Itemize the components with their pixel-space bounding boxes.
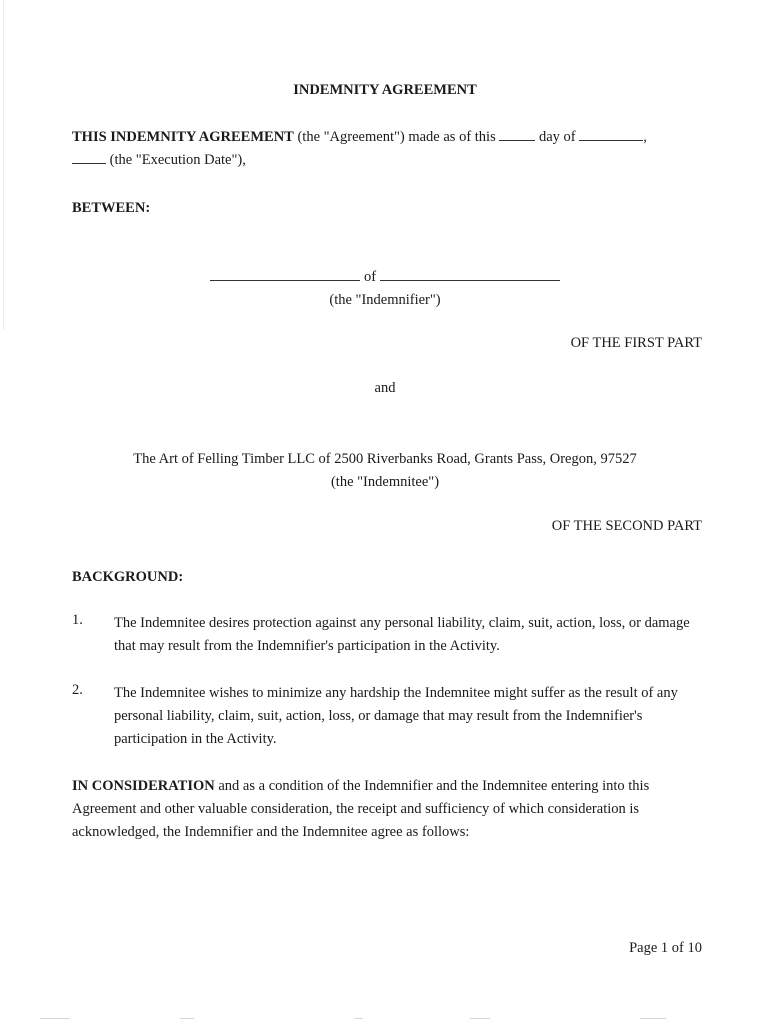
consideration-bold-lead: IN CONSIDERATION (72, 778, 215, 794)
indemnifier-of-word: of (360, 269, 380, 285)
year-blank (72, 151, 106, 164)
month-blank (579, 128, 643, 141)
between-heading: BETWEEN: (72, 200, 151, 216)
and-word: and (374, 380, 396, 396)
intro-text-1: (the "Agreement") made as of this (293, 129, 500, 145)
background-item-number: 1. (72, 612, 83, 628)
intro-bold-lead: THIS INDEMNITY AGREEMENT (72, 129, 294, 145)
background-item-number: 2. (72, 682, 83, 698)
indemnifier-address-blank (380, 268, 560, 281)
intro-line-2 (72, 149, 246, 172)
background-heading: BACKGROUND: (72, 569, 184, 585)
consideration-paragraph (72, 775, 712, 844)
day-blank (499, 128, 535, 141)
indemnifier-line (0, 268, 770, 286)
document-title: INDEMNITY AGREEMENT (293, 82, 477, 98)
page-number: Page 1 of 10 (629, 940, 702, 956)
intro-text-4: (the "Execution Date"), (106, 152, 246, 168)
background-item-text: The Indemnitee wishes to minimize any hardship the Indemnitee might suffer as the result of any personal liability, claim, suit, action, loss, or damage that may result from the Indemnifier's participation in the Activity. (114, 685, 678, 747)
background-item-text: The Indemnitee desires protection against any personal liability, claim, suit, action, loss, or damage that may result from the Indemnifier's participation in the Activity. (114, 615, 690, 654)
indemnitee-label: (the "Indemnitee") (330, 474, 440, 490)
indemnitee-name-address: The Art of Felling Timber LLC of 2500 Riverbanks Road, Grants Pass, Oregon, 97527 (133, 451, 637, 467)
consideration-text: and as a condition of the Indemnifier and the Indemnitee entering into this Agreement and other valuable consideration, the receipt and sufficiency of which consideration is acknowledged, the Indemnifier and the Indemnitee agree as follows: (72, 778, 650, 840)
second-part-label: OF THE SECOND PART (551, 518, 702, 534)
indemnifier-label: (the "Indemnifier") (329, 292, 441, 308)
intro-text-3: , (643, 129, 647, 145)
intro-line-1 (72, 126, 647, 149)
scan-artifacts (0, 1018, 770, 1020)
first-part-label: OF THE FIRST PART (570, 335, 702, 351)
intro-text-2: day of (535, 129, 580, 145)
indemnifier-name-blank (210, 268, 360, 281)
